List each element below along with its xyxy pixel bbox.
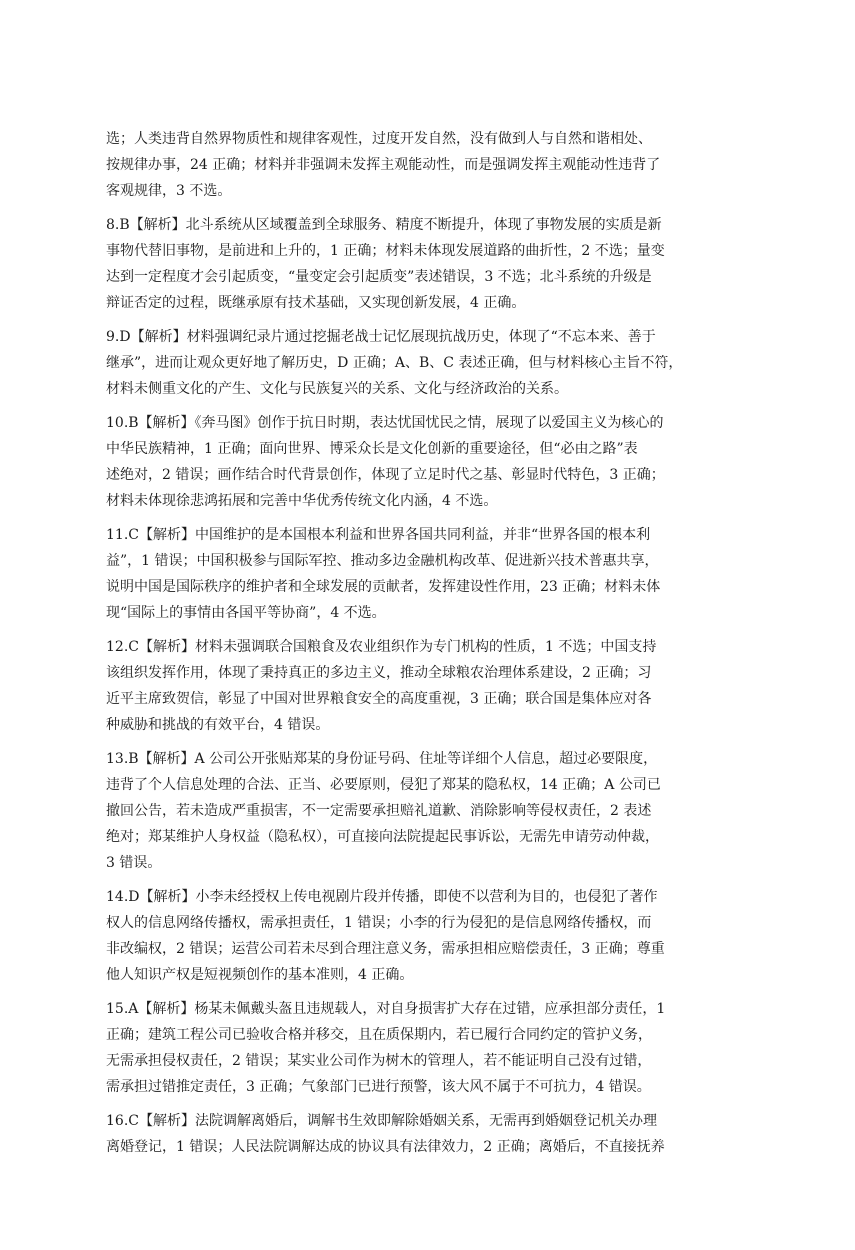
text-line: 正确；建筑工程公司已验收合格并移交，且在质保期内，若已履行合同约定的管护义务， xyxy=(106,1027,652,1043)
paragraph-14 xyxy=(106,884,760,988)
text-line: 16.C【解析】法院调解离婚后，调解书生效即解除婚姻关系，无需再到婚姻登记机关办理 xyxy=(106,1113,657,1129)
text-line: 达到一定程度才会引起质变，“量变定会引起质变”表述错误，3 不选；北斗系统的升级是 xyxy=(106,269,652,285)
text-line: 中华民族精神，1 正确；面向世界、博采众长是文化创新的重要途径，但“必由之路”表 xyxy=(106,441,638,457)
text-line: 现“国际上的事情由各国平等协商”，4 不选。 xyxy=(106,605,386,621)
text-line: 违背了个人信息处理的合法、正当、必要原则，侵犯了郑某的隐私权，14 正确；A 公司已 xyxy=(106,777,661,793)
text-line: 按规律办事，24 正确；材料并非强调未发挥主观能动性，而是强调发挥主观能动性违背了 xyxy=(106,157,661,173)
text-line: 材料未体现徐悲鸿拓展和完善中华优秀传统文化内涵，4 不选。 xyxy=(106,493,498,509)
text-line: 该组织发挥作用，体现了秉持真正的多边主义，推动全球粮农治理体系建设，2 正确；习 xyxy=(106,665,652,681)
text-line: 需承担过错推定责任，3 正确；气象部门已进行预警，该大风不属于不可抗力，4 错误。 xyxy=(106,1079,651,1095)
text-line: 事物代替旧事物，是前进和上升的，1 正确；材料未体现发展道路的曲折性，2 不选；量变 xyxy=(106,243,665,259)
text-line: 13.B【解析】A 公司公开张贴郑某的身份证号码、住址等详细个人信息，超过必要限度， xyxy=(106,751,658,767)
text-line: 撤回公告，若未造成严重损害，不一定需要承担赔礼道歉、消除影响等侵权责任，2 表述 xyxy=(106,803,652,819)
text-line: 权人的信息网络传播权，需承担责任，1 错误；小李的行为侵犯的是信息网络传播权，而 xyxy=(106,915,652,931)
paragraph-15 xyxy=(106,996,760,1100)
text-line: 15.A【解析】杨某未佩戴头盔且违规载人，对自身损害扩大存在过错，应承担部分责任，1 xyxy=(106,1001,666,1017)
text-line: 选；人类违背自然界物质性和规律客观性，过度开发自然，没有做到人与自然和谐相处、 xyxy=(106,131,652,147)
text-line: 12.C【解析】材料未强调联合国粮食及农业组织作为专门机构的性质，1 不选；中国支持 xyxy=(106,639,657,655)
text-line: 材料未侧重文化的产生、文化与民族复兴的关系、文化与经济政治的关系。 xyxy=(106,381,568,397)
text-line: 8.B【解析】北斗系统从区域覆盖到全球服务、精度不断提升，体现了事物发展的实质是新 xyxy=(106,217,662,233)
paragraph-7-continued xyxy=(106,126,760,204)
text-line: 益”，1 错误；中国积极参与国际军控、推动多边金融机构改革、促进新兴技术普惠共享， xyxy=(106,553,659,569)
text-line: 无需承担侵权责任，2 错误；某实业公司作为树木的管理人，若不能证明自己没有过错， xyxy=(106,1053,652,1069)
text-line: 种威胁和挑战的有效平台，4 错误。 xyxy=(106,717,330,733)
paragraph-13 xyxy=(106,746,760,876)
text-line: 11.C【解析】中国维护的是本国根本利益和世界各国共同利益，并非“世界各国的根本利 xyxy=(106,527,651,543)
paragraph-9 xyxy=(106,324,760,402)
text-line: 述绝对，2 错误；画作结合时代背景创作，体现了立足时代之基、彰显时代特色，3 正确； xyxy=(106,467,665,483)
paragraph-11 xyxy=(106,522,760,626)
text-line: 3 错误。 xyxy=(106,855,162,871)
text-line: 辩证否定的过程，既继承原有技术基础，又实现创新发展，4 正确。 xyxy=(106,295,526,311)
text-line: 客观规律，3 不选。 xyxy=(106,183,232,199)
text-line: 非改编权，2 错误；运营公司若未尽到合理注意义务，需承担相应赔偿责任，3 正确；尊重 xyxy=(106,941,665,957)
text-line: 10.B【解析】《奔马图》创作于抗日时期，表达忧国忧民之情，展现了以爱国主义为核心的 xyxy=(106,415,664,431)
text-line: 说明中国是国际秩序的维护者和全球发展的贡献者，发挥建设性作用，23 正确；材料未体 xyxy=(106,579,661,595)
text-line: 9.D【解析】材料强调纪录片通过挖掘老战士记忆展现抗战历史，体现了“不忘本来、善于 xyxy=(106,329,656,345)
paragraph-16 xyxy=(106,1108,760,1160)
text-line: 绝对；郑某维护人身权益（隐私权），可直接向法院提起民事诉讼，无需先申请劳动仲裁， xyxy=(106,829,659,845)
document-page xyxy=(106,126,760,1168)
paragraph-12 xyxy=(106,634,760,738)
text-line: 14.D【解析】小李未经授权上传电视剧片段并传播，即使不以营利为目的，也侵犯了著作 xyxy=(106,889,658,905)
text-line: 近平主席致贺信，彰显了中国对世界粮食安全的高度重视，3 正确；联合国是集体应对各 xyxy=(106,691,652,707)
paragraph-8 xyxy=(106,212,760,316)
text-line: 离婚登记，1 错误；人民法院调解达成的协议具有法律效力，2 正确；离婚后，不直接抚养 xyxy=(106,1139,665,1155)
text-line: 继承”，进而让观众更好地了解历史，D 正确；A、B、C 表述正确，但与材料核心主旨不符， xyxy=(106,355,683,371)
paragraph-10 xyxy=(106,410,760,514)
text-line: 他人知识产权是短视频创作的基本准则，4 正确。 xyxy=(106,967,414,983)
